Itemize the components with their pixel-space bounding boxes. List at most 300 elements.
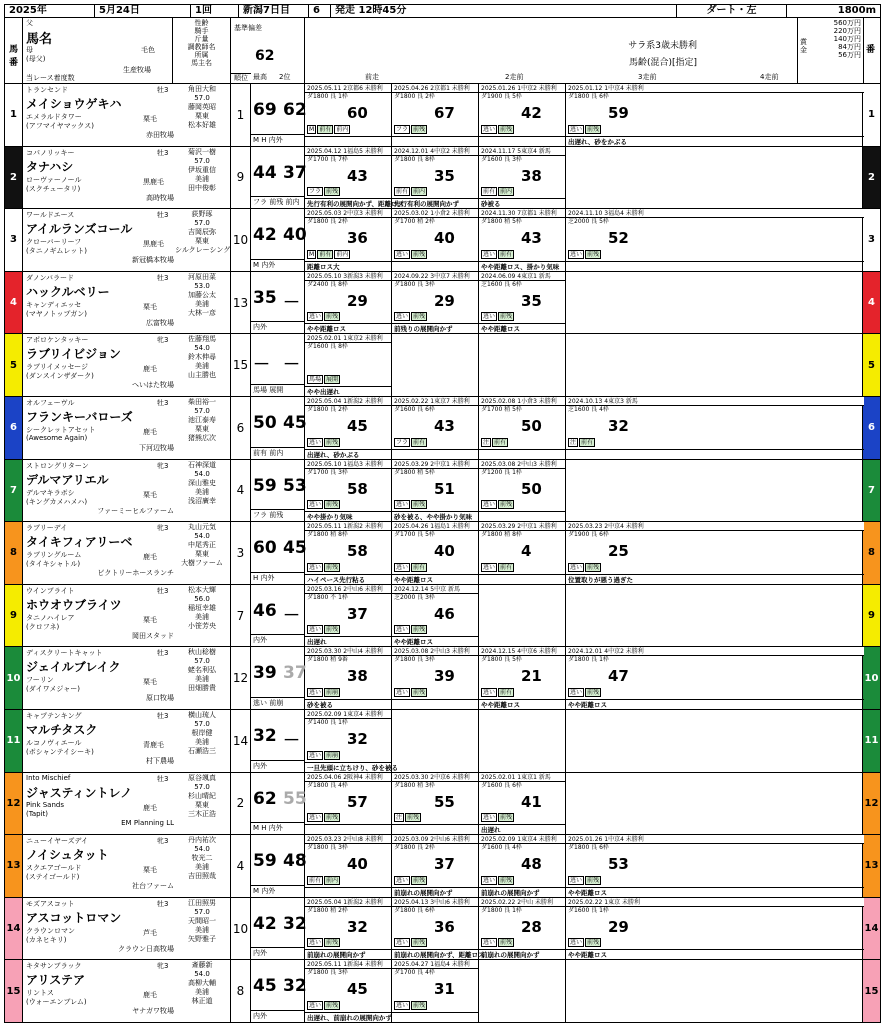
breeder-name: ビクトリーホースランチ — [97, 569, 174, 578]
race-tag: 前残 — [407, 814, 420, 822]
owner-name: 吉田照哉 — [188, 872, 216, 881]
jockey-block — [175, 523, 229, 568]
jockey-name: 石神深道 — [188, 460, 216, 469]
rank-index: 13 — [231, 272, 251, 334]
horse-row[interactable] — [4, 898, 881, 961]
second-rating: 32 — [283, 976, 307, 997]
stable-name: 栗東 — [195, 424, 209, 433]
race-tag: 前内 — [500, 188, 513, 196]
carried-weight: 54.0 — [194, 532, 210, 541]
past-race — [392, 84, 479, 146]
horse-info — [23, 209, 231, 271]
past-race-empty — [566, 334, 864, 396]
past-race — [305, 647, 392, 709]
breeder-name: 高時牧場 — [146, 193, 174, 202]
race-tag: 逃い — [570, 688, 583, 696]
rank-index: 4 — [231, 460, 251, 522]
past-race-score: 32 — [347, 917, 368, 936]
past-race-condition: ダ1800 良 6枠 — [568, 93, 609, 100]
past-race-comment — [392, 824, 478, 834]
race-tag: 前残 — [413, 501, 426, 509]
past-race-tags — [307, 187, 341, 196]
waku-cell: 13 — [862, 835, 880, 897]
race-tag: 前有 — [413, 563, 426, 571]
best-rating: 62 — [253, 788, 277, 809]
past-race-score: 29 — [434, 291, 455, 310]
race-tag: 逃い — [309, 1001, 322, 1009]
past-race-empty — [566, 710, 864, 772]
horse-row[interactable] — [4, 585, 881, 648]
prize-3: 140万円 — [833, 35, 861, 43]
past-race-header: 2024.11.10 3福島4 未勝利 — [566, 209, 864, 218]
horse-name[interactable]: アスコットロマン — [26, 910, 122, 925]
stable-name: 美浦 — [195, 675, 209, 684]
past-race-tags — [394, 312, 428, 321]
race-tag: 前残 — [326, 563, 339, 571]
race-tag: M — [309, 250, 315, 258]
horse-row[interactable] — [4, 773, 881, 836]
horse-row[interactable] — [4, 522, 881, 585]
second-rating: － — [283, 292, 300, 313]
race-venue-day: 新潟7日目 — [239, 5, 309, 17]
horse-name[interactable]: ハックルベリー — [26, 284, 110, 299]
rating-summary — [231, 84, 305, 146]
sex-age: 牡3 — [157, 774, 169, 783]
past-race — [566, 835, 864, 897]
trainer-name: 深山雅史 — [188, 478, 216, 487]
second-rating: 48 — [283, 851, 307, 872]
past-race-condition: ダ1800 稍 3枠 — [394, 781, 435, 789]
past-race-score: 53 — [608, 855, 629, 874]
horse-name[interactable]: ジャスティントレノ — [26, 785, 133, 800]
past-race-condition: ダ1600 良 3枠 — [481, 155, 522, 163]
broodmare-sire: (ダイワメジャー) — [26, 685, 80, 694]
horse-row[interactable] — [4, 460, 881, 523]
broodmare-sire: (ボシャンテイシーキ) — [26, 747, 94, 756]
owner-name: 林正道 — [191, 997, 213, 1006]
rating-summary — [231, 585, 305, 647]
past-race — [479, 397, 566, 459]
past-race-header: 2025.02.22 2中山 未勝利 — [479, 898, 565, 907]
past-race — [305, 898, 392, 960]
past-race — [566, 84, 864, 146]
past-race-tags — [307, 876, 341, 885]
sex-age: 牡3 — [157, 148, 169, 157]
race-tag: 前残 — [500, 313, 513, 321]
waku-cell: 11 — [862, 710, 880, 772]
sex-age: 牝3 — [157, 962, 169, 971]
waku-label: 番 — [866, 45, 876, 55]
prize-1: 560万円 — [833, 19, 861, 27]
horse-info — [23, 960, 231, 1022]
best-rating: 32 — [253, 725, 277, 746]
jockey-block — [175, 398, 229, 443]
past-race-score: 43 — [347, 166, 368, 185]
past-race — [392, 898, 485, 960]
past-race — [305, 397, 392, 459]
sex-age: 牡3 — [157, 398, 169, 407]
horse-name[interactable]: マルチタスク — [26, 722, 98, 737]
pace-note: M 内外 — [251, 885, 304, 897]
owner-name: 石瀬浩三 — [188, 746, 216, 755]
past-race — [479, 272, 566, 334]
past-race-header: 2025.04.12 1福島5 未勝利 — [305, 147, 391, 156]
past-race-comment: やや掛かり気味 — [305, 511, 391, 521]
dam-name: ローヴァーノール — [26, 175, 82, 184]
sex-age: 牡3 — [157, 649, 169, 658]
waku-cell: 5 — [862, 334, 880, 396]
best-rating: 50 — [253, 412, 277, 433]
horse-name[interactable]: アイルランズコール — [26, 222, 133, 237]
sire-name: ワールドエース — [26, 211, 75, 220]
past-race-score: 60 — [347, 104, 368, 122]
past-race — [392, 397, 479, 459]
horse-info — [23, 147, 231, 209]
jockey-name: 柴田裕一 — [188, 397, 216, 406]
trainer-name: 蛯名利弘 — [188, 666, 216, 675]
rating-summary — [231, 272, 305, 334]
past-race-tags — [307, 813, 341, 822]
pace-note: 馬場 展開 — [251, 384, 304, 396]
dam-name: Pink Sands — [26, 800, 64, 809]
past-race-score: 67 — [434, 104, 455, 122]
past-race-score: 57 — [347, 792, 368, 811]
coat-color: 青鹿毛 — [143, 740, 164, 749]
race-tag: 逃い — [483, 814, 496, 822]
rating-summary — [231, 397, 305, 459]
carried-weight: 54.0 — [194, 845, 210, 854]
rating-summary — [231, 773, 305, 835]
best-rating: － — [253, 355, 270, 376]
horse-name[interactable]: フランキーバローズ — [26, 409, 133, 424]
rating-summary — [231, 835, 305, 897]
past-race-condition: ダ1800 良 3枠 — [394, 656, 435, 664]
past-race-tags — [394, 187, 428, 196]
race-tag: 逃い — [483, 563, 496, 571]
broodmare-sire: (タニノギムレット) — [26, 247, 88, 256]
waku-cell: 4 — [862, 272, 880, 334]
coat-color: 栗毛 — [143, 115, 157, 123]
race-tag: 展開 — [326, 375, 339, 383]
carried-weight: 56.0 — [194, 594, 210, 603]
past-race-header: 2025.05.10 3新潟3 未勝利 — [305, 272, 391, 281]
horse-name[interactable]: メイショウゲキハ — [26, 97, 122, 111]
past-race-comment: やや距離ロス — [392, 636, 478, 646]
sire-name: オルフェーヴル — [26, 398, 75, 407]
race-tag: 前残 — [413, 626, 426, 634]
race-tag: 逃い — [483, 939, 496, 947]
past-race-score: 32 — [347, 729, 368, 748]
past-race-header: 2025.03.30 2中京6 未勝利 — [392, 773, 478, 782]
horse-info — [23, 334, 231, 396]
dam-name: デルマキラボシ — [26, 488, 75, 497]
horse-row[interactable] — [4, 960, 881, 1023]
race-tag: 前有 — [500, 250, 513, 258]
horse-row[interactable] — [4, 209, 881, 272]
past-race-condition: ダ1800 不 1枠 — [307, 593, 348, 601]
past-race-score: 38 — [521, 166, 542, 185]
waku-cell: 3 — [862, 209, 880, 271]
past-race-header: 2025.05.11 1新潟4 未勝利 — [305, 960, 391, 969]
past-race-comment: 先行有利の展開向かず、距離ロス — [307, 200, 404, 209]
horse-info — [23, 272, 231, 334]
dam-name: タニノハイレア — [26, 613, 75, 622]
past-race — [305, 209, 392, 271]
race-tag: 逃い — [309, 939, 322, 947]
umaban-cell: 15 — [5, 960, 23, 1022]
horse-name[interactable]: ノイシュタット — [26, 848, 109, 863]
past-race-condition: ダ1600 良 6枠 — [481, 781, 522, 789]
rating-summary — [231, 522, 305, 584]
past-race-header: 2025.02.22 1東京 未勝利 — [566, 898, 864, 907]
past-race-empty — [566, 960, 864, 1022]
past-race-score: 43 — [521, 229, 542, 248]
second-rating: 45 — [283, 412, 307, 433]
past-race-comment: やや出遅れ — [305, 386, 391, 396]
horse-row[interactable] — [4, 272, 881, 335]
rating-summary — [231, 898, 305, 960]
past-race-tags — [481, 688, 515, 697]
past-race-comment: 出遅れ — [305, 636, 391, 646]
umaban-cell: 12 — [5, 773, 23, 835]
past-race-tags — [481, 438, 509, 447]
past-race — [566, 397, 864, 459]
jockey-block — [175, 148, 229, 193]
past-race — [479, 147, 566, 209]
breeder-name: 岡田スタッド — [132, 631, 174, 640]
sire-name: Into Mischief — [26, 773, 71, 782]
past-race-tags — [481, 938, 515, 947]
horse-name[interactable]: ジェイルブレイク — [26, 660, 121, 675]
horse-row[interactable] — [4, 147, 881, 210]
past-race-comment — [392, 1012, 478, 1022]
horse-name[interactable]: アリステア — [26, 973, 86, 988]
carried-weight: 57.0 — [194, 219, 210, 228]
past-race-comment: 前残りの展開向かず — [392, 323, 478, 333]
past-race-header: 2025.01.26 1中京4 未勝利 — [566, 835, 864, 844]
rating-summary — [231, 647, 305, 709]
column-header — [4, 18, 881, 84]
past-race-condition: ダ1700 稍 2枠 — [394, 218, 435, 226]
past-race-score: 41 — [521, 792, 542, 811]
horse-info — [23, 460, 231, 522]
horse-info — [23, 835, 231, 897]
horse-info — [23, 397, 231, 459]
race-tag: 前残 — [326, 1001, 339, 1009]
horse-row[interactable] — [4, 84, 881, 147]
jockey-name: 斎藤新 — [191, 961, 213, 970]
second-rating: 40 — [283, 225, 307, 246]
past-race-score: 43 — [434, 416, 455, 435]
coat-color: 鹿毛 — [143, 427, 157, 436]
summary-col-header: 基準偏差 62 順位 最高 2位 — [231, 18, 305, 83]
second-rating: 37 — [283, 162, 307, 183]
past-race-comment — [305, 136, 391, 146]
best-rating: 46 — [253, 600, 277, 621]
second-rating: 53 — [283, 475, 307, 496]
race-tag: 前残 — [500, 939, 513, 947]
past-race — [392, 460, 479, 522]
past-race-comment: 出遅れ、前崩れの展開向かず — [307, 1013, 392, 1022]
race-tag: フラ — [396, 125, 409, 133]
past-race-condition: ダ1700 稍 5枠 — [481, 405, 522, 413]
past-race-tags — [394, 250, 428, 259]
sex-age: 牡3 — [157, 211, 169, 220]
horse-name[interactable]: タナハシ — [26, 159, 74, 174]
race-tag: 逃い — [309, 626, 322, 634]
rank-index: 15 — [231, 334, 251, 396]
race-tag: 逃い — [570, 250, 583, 258]
trainer-name: 池江泰寿 — [188, 415, 216, 424]
past-race-score: 40 — [347, 855, 368, 874]
jockey-name: 松本大輝 — [188, 585, 216, 594]
past-race-tags — [568, 563, 602, 572]
race-tag: 逃い — [396, 313, 409, 321]
trainer-name: 伊坂重信 — [188, 165, 216, 174]
past-race — [479, 209, 566, 271]
race-tag: 逃い — [309, 501, 322, 509]
jockey-name: 丸山元気 — [188, 523, 216, 532]
past-race-condition: ダ1800 良 6枠 — [568, 844, 609, 852]
dam-name: クラウンロマン — [26, 926, 75, 935]
jockey-block — [175, 273, 229, 318]
breeder-name: EM Planning LL — [121, 818, 174, 827]
horse-info — [23, 773, 231, 835]
trainer-name: 天間昭一 — [188, 916, 216, 925]
past-race-comment — [305, 824, 391, 834]
stable-name: 栗東 — [195, 800, 209, 809]
breeder-name: へいはた牧場 — [132, 381, 174, 390]
past-race-empty — [566, 585, 864, 647]
race-year: 2025年 — [5, 5, 95, 17]
coat-color: 栗毛 — [143, 615, 157, 624]
past-race-condition: ダ1700 良 5枠 — [394, 531, 435, 539]
race-tag: 前残 — [587, 939, 600, 947]
owner-name: 猪熊広次 — [188, 433, 216, 442]
horse-name[interactable]: デルマアリエル — [26, 472, 109, 487]
waku-cell: 7 — [862, 460, 880, 522]
past-race-condition: ダ1800 稍 2枠 — [307, 906, 348, 914]
past-race-score: 45 — [347, 980, 368, 999]
jockey-name: 横山琉人 — [188, 710, 216, 719]
past-race-header: 2024.09.22 3中京7 未勝利 — [392, 272, 478, 281]
race-tag: 前有 — [396, 188, 409, 196]
past-race-comment — [392, 136, 478, 146]
jockey-block — [175, 961, 229, 1006]
past-race-comment — [392, 449, 478, 459]
past-race-tags — [307, 500, 341, 509]
past-race — [479, 84, 566, 146]
past-race — [305, 773, 392, 835]
dam-name: リントス — [26, 989, 54, 998]
race-tag: 逃い — [309, 563, 322, 571]
horse-name[interactable]: ホウオウブライツ — [26, 597, 122, 612]
past-race-comment: やや距離ロス — [479, 699, 565, 709]
horse-name[interactable]: タイキフィアリーベ — [26, 535, 133, 550]
race-tag: 前有 — [500, 688, 513, 696]
past-race — [305, 960, 392, 1022]
stable-name: 栗東 — [195, 112, 209, 120]
past-race-header: 2025.02.09 1東京4 未勝利 — [305, 710, 391, 719]
waku-cell: 12 — [862, 773, 880, 835]
past-race-score: 46 — [434, 604, 455, 623]
horse-row[interactable] — [4, 334, 881, 397]
past-race-tags — [394, 625, 428, 634]
horse-row[interactable] — [4, 647, 881, 710]
past-race-tags — [394, 1001, 428, 1010]
past-race-condition: ダ1600 良 1枠 — [568, 906, 609, 914]
past-race — [479, 460, 566, 522]
past-race-comment: やや距離ロス、掛かり気味 — [479, 261, 565, 271]
past-race-header: 2024.12.01 4中京2 未勝利 — [566, 647, 864, 656]
broodmare-sire: (キングカメハメハ) — [26, 497, 88, 506]
sire-name: ダノンバラード — [26, 273, 75, 282]
jockey-name: 江田照男 — [188, 898, 216, 907]
broodmare-sire: (マヤノトップガン) — [26, 309, 88, 318]
past-race-comment: 出遅れ — [479, 824, 565, 834]
race-tag: 逃い — [570, 563, 583, 571]
horse-row[interactable] — [4, 710, 881, 773]
past-race-tags — [307, 938, 341, 947]
past-race-header: 2025.01.12 1中京4 未勝利 — [566, 84, 864, 93]
past-race-tags — [394, 500, 428, 509]
pace-note: M 内外 — [251, 259, 304, 271]
rank-index: 10 — [231, 898, 251, 960]
breeder-name: 下河辺牧場 — [139, 443, 174, 452]
umaban-cell: 10 — [5, 647, 23, 709]
past-race-score: 59 — [608, 104, 629, 122]
coat-color: 黒鹿毛 — [143, 240, 164, 249]
past-race — [305, 585, 392, 647]
breeder-name: 村下農場 — [146, 756, 174, 765]
past-race-tags — [481, 876, 515, 885]
race-title-bar — [4, 4, 881, 18]
race-tag: 逃い — [396, 250, 409, 258]
past-race-score: 50 — [521, 416, 542, 435]
breeder-name: 赤田牧場 — [146, 131, 174, 139]
rank-index: 14 — [231, 710, 251, 772]
dam-name: ラブリングルーム — [26, 551, 82, 560]
horse-row[interactable] — [4, 835, 881, 898]
past-race-condition: 芝2000 良 5枠 — [568, 218, 609, 226]
past-race-condition: ダ1700 良 7枠 — [307, 155, 348, 163]
past-race-score: 39 — [434, 667, 455, 686]
past-race — [392, 835, 479, 897]
rank-index: 7 — [231, 585, 251, 647]
carried-weight: 54.0 — [194, 344, 210, 353]
pace-note: M H 内外 — [251, 822, 304, 834]
past-race-comment: 前崩れの展開向かず — [392, 887, 478, 897]
horse-row[interactable] — [4, 397, 881, 460]
race-tag: 前有 — [309, 876, 322, 884]
horse-name[interactable]: ラブリイビジョン — [26, 347, 121, 362]
past-race-condition: ダ1800 稍 5枠 — [481, 218, 522, 226]
past-race-condition: ダ1600 良 6枠 — [394, 405, 435, 413]
past-race-condition: ダ1800 稍 9番 — [307, 656, 348, 664]
sire-name: ウインブライト — [26, 586, 75, 595]
past-race-condition: ダ1200 良 1枠 — [481, 468, 522, 476]
past-race-condition: ダ1800 良 5枠 — [481, 656, 522, 664]
broodmare-sire: (クロフネ) — [26, 622, 60, 631]
trainer-name: 加藤公太 — [188, 290, 216, 299]
past-race — [566, 898, 864, 960]
past-race-comment — [305, 887, 391, 897]
past-race-condition: ダ1900 良 5枠 — [481, 93, 522, 100]
race-tag: 前残 — [587, 688, 600, 696]
broodmare-sire: (アフマイヤマックス) — [26, 122, 94, 130]
past-race-score: 47 — [608, 667, 629, 686]
past-race — [392, 960, 479, 1022]
